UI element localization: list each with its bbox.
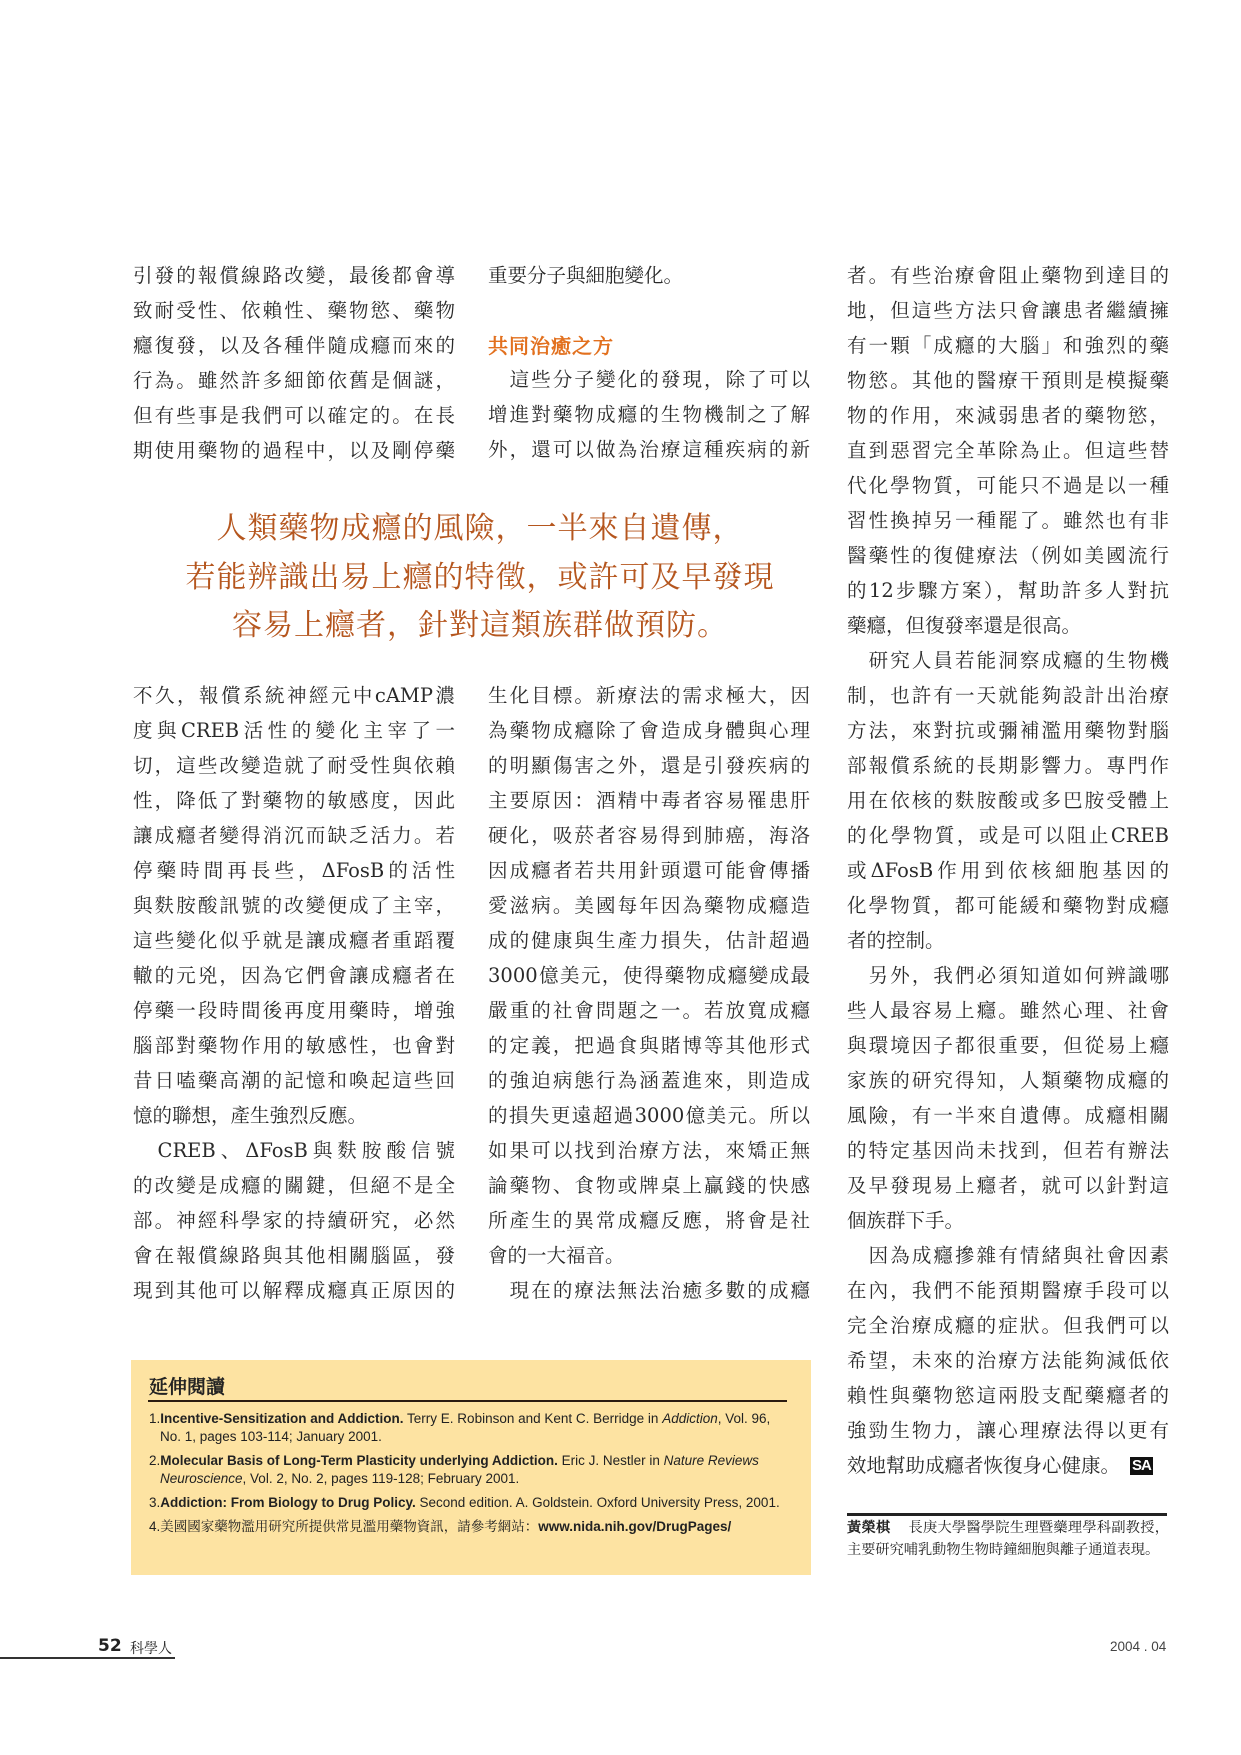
text-line: 效地幫助成癮者恢復身心健康。 SA <box>847 1454 1151 1477</box>
column-bottom-left <box>133 678 455 1308</box>
author-description: 長庚大學醫學院生理暨藥理學科副教授，主要研究哺乳動物生物時鐘細胞與離子通道表現。 <box>847 1520 1169 1558</box>
text-line: 希望，未來的治療方法能夠減低依 <box>847 1349 1169 1372</box>
column-top-middle-continued <box>488 362 810 467</box>
text-line: 癮復發，以及各種伴隨成癮而來的 <box>133 334 455 357</box>
text-line: 強勁生物力，讓心理療法得以更有 <box>847 1419 1169 1442</box>
column-bottom-middle <box>488 678 810 1308</box>
text-line: 與麩胺酸訊號的改變便成了主宰， <box>133 894 455 917</box>
column-right <box>847 258 1169 1483</box>
column-top-middle <box>488 258 810 293</box>
text-line: 度與CREB活性的變化主宰了一 <box>133 719 455 742</box>
text-line: 個族群下手。 <box>847 1209 965 1232</box>
text-line: 但有些事是我們可以確定的。在長 <box>133 404 455 427</box>
text-line: 另外，我們必須知道如何辨識哪 <box>847 964 1169 987</box>
text-line: 藥癮，但復發率還是很高。 <box>847 614 1082 637</box>
text-line: 昔日嗑藥高潮的記憶和喚起這些回 <box>133 1069 455 1092</box>
text-line: 嚴重的社會問題之一。若放寬成癮 <box>488 999 810 1022</box>
column-top-left <box>133 258 455 468</box>
text-line: 硬化，吸菸者容易得到肺癌，海洛 <box>488 824 810 847</box>
text-line: 及早發現易上癮者，就可以針對這 <box>847 1174 1169 1197</box>
text-line: 制，也許有一天就能夠設計出治療 <box>847 684 1169 707</box>
text-line: 論藥物、食物或牌桌上贏錢的快感 <box>488 1174 810 1197</box>
text-line: 研究人員若能洞察成癮的生物機 <box>847 649 1169 672</box>
text-line: 這些變化似乎就是讓成癮者重蹈覆 <box>133 929 455 952</box>
reference-journal: Nature Reviews Neuroscience <box>160 1453 759 1486</box>
reference-title: Molecular Basis of Long-Term Plasticity underlying Addiction. <box>160 1453 558 1468</box>
text-line: 賴性與藥物慾這兩股支配藥癮者的 <box>847 1384 1169 1407</box>
text-line: 停藥時間再長些，ΔFosB的活性 <box>133 859 455 882</box>
text-line: 的化學物質，或是可以阻止CREB <box>847 824 1169 847</box>
text-line: 部報償系統的長期影響力。專門作 <box>847 754 1169 777</box>
divider <box>148 1400 787 1402</box>
magazine-name: 科學人 <box>130 1641 172 1657</box>
pull-quote-line: 人類藥物成癮的風險，一半來自遺傳， <box>216 511 744 546</box>
text-line: 為藥物成癮除了會造成身體與心理 <box>488 719 810 742</box>
text-line: 或ΔFosB作用到依核細胞基因的 <box>847 859 1169 882</box>
divider <box>847 1513 1167 1516</box>
text-line: 如果可以找到治療方法，來矯正無 <box>488 1139 810 1162</box>
text-line: 停藥一段時間後再度用藥時，增強 <box>133 999 455 1022</box>
text-line: 性，降低了對藥物的敏感度，因此 <box>133 789 455 812</box>
text-line: 讓成癮者變得消沉而缺乏活力。若 <box>133 824 455 847</box>
text-line: 不久，報償系統神經元中cAMP濃 <box>133 684 455 707</box>
text-line: 現到其他可以解釋成癮真正原因的 <box>133 1279 455 1302</box>
text-line: 重要分子與細胞變化。 <box>488 264 684 287</box>
reference-list <box>149 1410 789 1542</box>
text-line: 直到惡習完全革除為止。但這些替 <box>847 439 1169 462</box>
text-line: 地，但這些方法只會讓患者繼續擁 <box>847 299 1169 322</box>
text-line: 習性換掉另一種罷了。雖然也有非 <box>847 509 1169 532</box>
text-line: 行為。雖然許多細節依舊是個謎， <box>133 369 455 392</box>
text-line: 用在依核的麩胺酸或多巴胺受體上 <box>847 789 1169 812</box>
reference-journal: Addiction <box>662 1411 718 1426</box>
text-line: 的損失更遠超過3000億美元。所以 <box>488 1104 810 1127</box>
reference-url-link[interactable]: www.nida.nih.gov/DrugPages/ <box>538 1519 732 1534</box>
text-line: 會在報償線路與其他相關腦區，發 <box>133 1244 455 1267</box>
text-line: 的強迫病態行為涵蓋進來，則造成 <box>488 1069 810 1092</box>
text-line: 醫藥性的復健療法（例如美國流行 <box>847 544 1169 567</box>
reference-title: Incentive-Sensitization and Addiction. <box>160 1411 404 1426</box>
text-line: 現在的療法無法治癒多數的成癮 <box>488 1279 810 1302</box>
text-line: CREB、ΔFosB與麩胺酸信號 <box>133 1139 455 1162</box>
text-line: 完全治療成癮的症狀。但我們可以 <box>847 1314 1169 1337</box>
text-line: 的定義，把過食與賭博等其他形式 <box>488 1034 810 1057</box>
further-reading-box <box>131 1360 811 1575</box>
reference-item: 4.美國國家藥物濫用研究所提供常見濫用藥物資訊，請參考網站：www.nida.nih.gov/DrugPages/ <box>149 1519 732 1534</box>
pull-quote-line: 若能辨識出易上癮的特徵，或許可及早發現 <box>185 559 775 595</box>
text-line: 會的一大福音。 <box>488 1244 625 1267</box>
pull-quote <box>140 505 820 651</box>
text-line: 生化目標。新療法的需求極大，因 <box>488 684 810 707</box>
text-line: 家族的研究得知，人類藥物成癮的 <box>847 1069 1169 1092</box>
reference-item: 1.Incentive-Sensitization and Addiction. Terry E. Robinson and Kent C. Berridge in Addiction, Vol. 96, No. 1, pages 103-114; January 2001. <box>149 1411 771 1444</box>
text-line: 因為成癮摻雜有情緒與社會因素 <box>847 1244 1169 1267</box>
text-line: 代化學物質，可能只不過是以一種 <box>847 474 1169 497</box>
text-line: 引發的報償線路改變，最後都會導 <box>133 264 455 287</box>
text-line: 憶的聯想，產生強烈反應。 <box>133 1104 368 1127</box>
text-line: 因成癮者若共用針頭還可能會傳播 <box>488 859 810 882</box>
text-line: 者的控制。 <box>847 929 945 952</box>
text-line: 與環境因子都很重要，但從易上癮 <box>847 1034 1169 1057</box>
issue-date: 2004 . 04 <box>1110 1639 1167 1654</box>
end-mark-logo: SA <box>1132 1457 1151 1474</box>
text-line: 腦部對藥物作用的敏感性，也會對 <box>133 1034 455 1057</box>
further-reading-title: 延伸閱讀 <box>149 1376 226 1398</box>
text-line: 者。有些治療會阻止藥物到達目的 <box>847 264 1169 287</box>
text-line: 這些分子變化的發現，除了可以 <box>488 368 810 391</box>
reference-item: 2.Molecular Basis of Long-Term Plasticity underlying Addiction. Eric J. Nestler in Nature Reviews Neuroscience, Vol. 2, No. 2, pages 119-128; February 2001. <box>149 1453 759 1486</box>
text-line: 風險，有一半來自遺傳。成癮相關 <box>847 1104 1169 1127</box>
text-line: 所產生的異常成癮反應，將會是社 <box>488 1209 810 1232</box>
text-line: 轍的元兇，因為它們會讓成癮者在 <box>133 964 455 987</box>
page-number: 52 <box>98 1636 122 1656</box>
text-line: 的改變是成癮的關鍵，但絕不是全 <box>133 1174 455 1197</box>
author-bio <box>847 1518 1169 1561</box>
text-line: 的特定基因尚未找到，但若有辦法 <box>847 1139 1169 1162</box>
section-heading: 共同治癒之方 <box>488 334 614 358</box>
text-line: 愛滋病。美國每年因為藥物成癮造 <box>488 894 810 917</box>
text-line: 化學物質，都可能緩和藥物對成癮 <box>847 894 1169 917</box>
text-line: 主要原因：酒精中毒者容易罹患肝 <box>488 789 810 812</box>
text-line: 些人最容易上癮。雖然心理、社會 <box>847 999 1169 1022</box>
reference-title: Addiction: From Biology to Drug Policy. <box>160 1495 416 1510</box>
text-line: 部。神經科學家的持續研究，必然 <box>133 1209 455 1232</box>
text-line: 物慾。其他的醫療干預則是模擬藥 <box>847 369 1169 392</box>
text-line: 在內，我們不能預期醫療手段可以 <box>847 1279 1169 1302</box>
text-line: 有一顆「成癮的大腦」和強烈的藥 <box>847 334 1169 357</box>
text-line: 方法，來對抗或彌補濫用藥物對腦 <box>847 719 1169 742</box>
text-line: 外，還可以做為治療這種疾病的新 <box>488 438 810 461</box>
text-line: 致耐受性、依賴性、藥物慾、藥物 <box>133 299 455 322</box>
text-line: 的12步驟方案），幫助許多人對抗 <box>847 579 1169 602</box>
pull-quote-line: 容易上癮者，針對這類族群做預防。 <box>232 608 728 643</box>
author-name: 黃榮棋 <box>847 1520 891 1536</box>
text-line: 期使用藥物的過程中，以及剛停藥 <box>133 439 455 462</box>
text-line: 切，這些改變造就了耐受性與依賴 <box>133 754 455 777</box>
text-line: 成的健康與生產力損失，估計超過 <box>488 929 810 952</box>
text-line: 的明顯傷害之外，還是引發疾病的 <box>488 754 810 777</box>
reference-item: 3.Addiction: From Biology to Drug Policy. Second edition. A. Goldstein. Oxford University Press, 2001. <box>149 1495 780 1510</box>
text-line: 增進對藥物成癮的生物機制之了解 <box>488 403 810 426</box>
text-line: 3000億美元，使得藥物成癮變成最 <box>488 964 810 987</box>
text-line: 物的作用，來減弱患者的藥物慾， <box>847 404 1169 427</box>
